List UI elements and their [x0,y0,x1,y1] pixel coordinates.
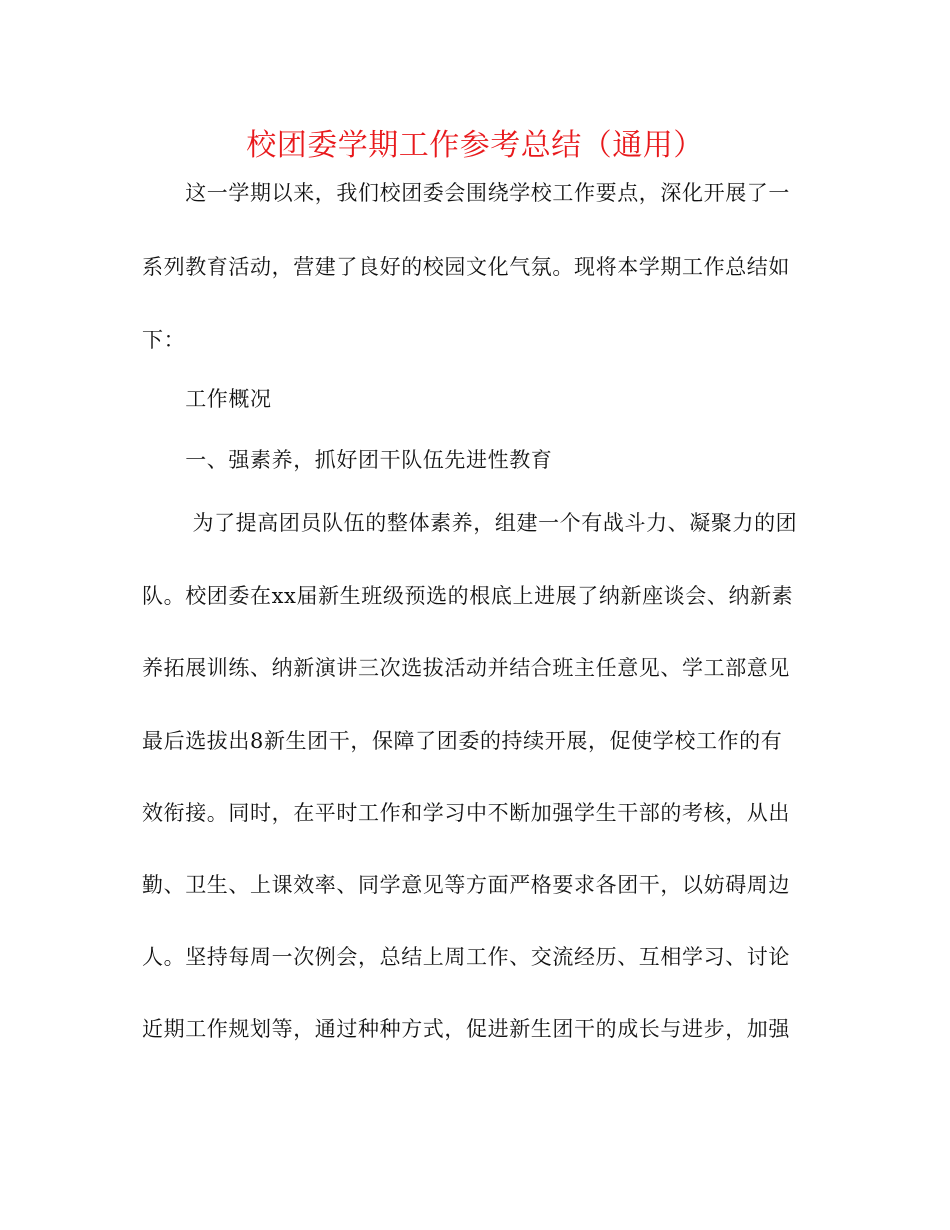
subsection-heading: 一、强素养，抓好团干队伍先进性教育 [142,448,553,472]
body-line: 这一学期以来，我们校团委会围绕学校工作要点，深化开展了一 [142,181,790,205]
body-line: 养拓展训练、纳新演讲三次选拔活动并结合班主任意见、学工部意见 [142,656,790,680]
body-line: 人。坚持每周一次例会，总结上周工作、交流经历、互相学习、讨论 [142,945,790,969]
body-line: 最后选拔出8新生团干，保障了团委的持续开展，促使学校工作的有 [142,729,783,753]
body-line: 为了提高团员队伍的整体素养，组建一个有战斗力、凝聚力的团 [142,511,798,535]
body-line: 近期工作规划等，通过种种方式，促进新生团干的成长与进步，加强 [142,1017,790,1041]
body-line: 下： [142,328,186,352]
section-heading: 工作概况 [142,387,272,411]
document-title: 校团委学期工作参考总结（通用） [246,128,704,163]
body-line: 勤、卫生、上课效率、同学意见等方面严格要求各团干，以妨碍周边 [142,873,790,897]
body-line: 系列教育活动，营建了良好的校园文化气氛。现将本学期工作总结如 [142,255,790,279]
body-line: 效衔接。同时，在平时工作和学习中不断加强学生干部的考核，从出 [142,801,790,825]
body-line: 队。校团委在xx届新生班级预选的根底上进展了纳新座谈会、纳新素 [142,584,794,608]
